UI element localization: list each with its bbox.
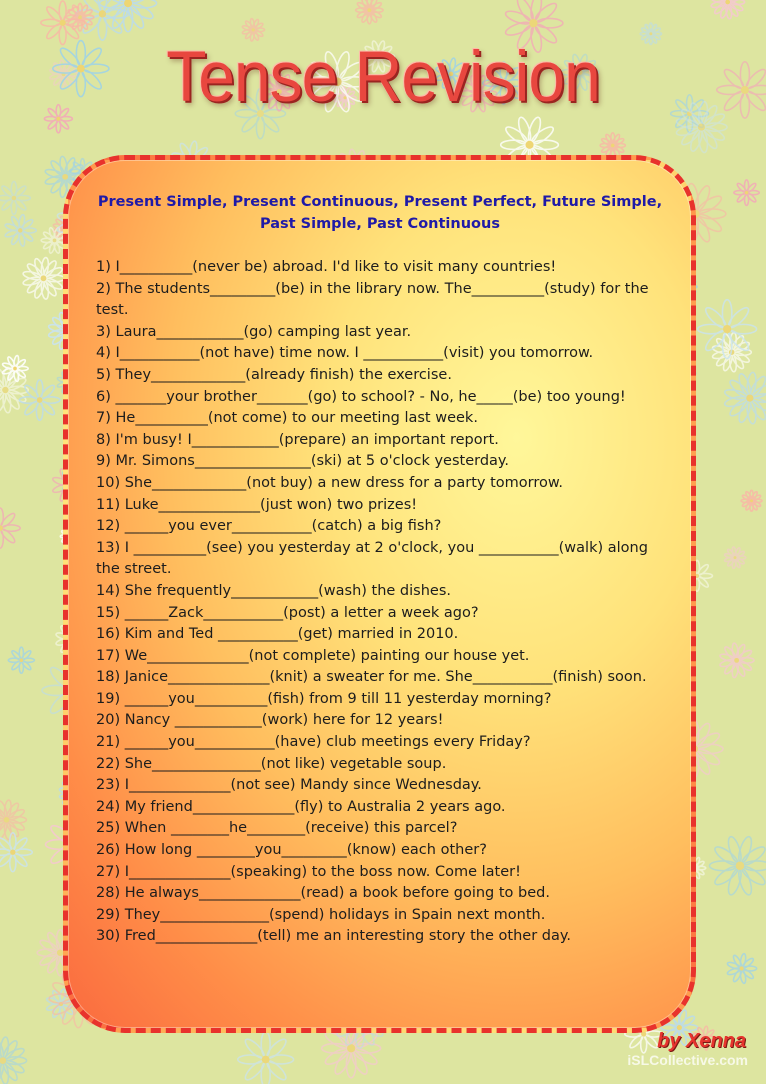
exercise-list [96, 257, 658, 948]
exercise-item: 12) ______you ever___________(catch) a big fish? [96, 518, 442, 535]
exercise-item: 7) He__________(not come) to our meeting last week. [96, 410, 478, 427]
tense-list-subtitle: Present Simple, Present Continuous, Present Perfect, Future Simple, Past Simple, Past Continuous [97, 194, 663, 232]
site-watermark: iSLCollective.com [627, 1052, 748, 1068]
exercise-item: 8) I'm busy! I____________(prepare) an important report. [96, 431, 499, 448]
author-credit: by Xenna [657, 1030, 746, 1052]
exercise-item: 25) When ________he________(receive) this parcel? [96, 820, 458, 837]
exercise-item: 27) I______________(speaking) to the boss now. Come later! [96, 863, 521, 880]
exercise-item: 20) Nancy ____________(work) here for 12 years! [96, 712, 444, 729]
exercise-item: 16) Kim and Ted ___________(get) married in 2010. [96, 626, 459, 643]
exercise-item: 14) She frequently____________(wash) the dishes. [96, 582, 451, 599]
exercise-item: 23) I______________(not see) Mandy since Wednesday. [96, 777, 482, 794]
exercise-item: 13) I __________(see) you yesterday at 2 o'clock, you ___________(walk) along the street. [96, 539, 648, 578]
exercise-item: 6) _______your brother_______(go) to school? - No, he_____(be) too young! [96, 388, 626, 405]
exercise-item: 2) The students_________(be) in the library now. The__________(study) for the test. [96, 280, 649, 319]
exercise-item: 24) My friend______________(fly) to Australia 2 years ago. [96, 798, 506, 815]
exercise-item: 19) ______you__________(fish) from 9 till 11 yesterday morning? [96, 690, 552, 707]
exercise-item: 1) I__________(never be) abroad. I'd like to visit many countries! [96, 259, 557, 275]
exercise-item: 10) She_____________(not buy) a new dress for a party tomorrow. [96, 474, 563, 491]
exercise-item: 30) Fred______________(tell) me an interesting story the other day. [96, 928, 571, 945]
exercise-item: 28) He always______________(read) a book before going to bed. [96, 885, 550, 902]
worksheet-title: Tense Revision [166, 36, 600, 116]
exercise-item: 29) They_______________(spend) holidays in Spain next month. [96, 906, 546, 923]
exercise-item: 21) ______you___________(have) club meetings every Friday? [96, 734, 531, 751]
exercise-item: 18) Janice______________(knit) a sweater for me. She___________(finish) soon. [96, 669, 647, 686]
exercise-item: 4) I___________(not have) time now. I ___________(visit) you tomorrow. [96, 345, 594, 362]
exercise-item: 3) Laura____________(go) camping last year. [96, 323, 412, 340]
exercise-item: 15) ______Zack___________(post) a letter a week ago? [96, 604, 479, 621]
exercise-item: 22) She_______________(not like) vegetable soup. [96, 755, 447, 772]
exercise-item: 26) How long ________you_________(know) each other? [96, 842, 487, 859]
exercise-item: 5) They_____________(already finish) the exercise. [96, 366, 452, 383]
exercise-item: 11) Luke______________(just won) two prizes! [96, 496, 418, 513]
exercise-item: 9) Mr. Simons________________(ski) at 5 o'clock yesterday. [96, 453, 510, 470]
exercise-item: 17) We______________(not complete) painting our house yet. [96, 647, 530, 664]
